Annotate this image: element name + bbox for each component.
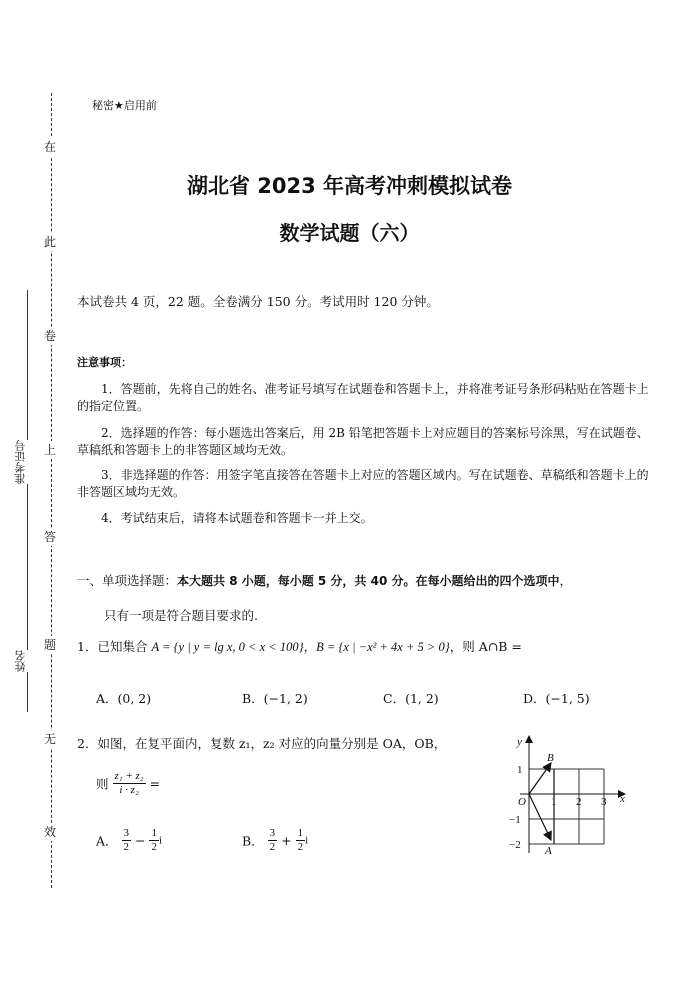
notice-item: 2．选择题的作答：每小题选出答案后，用 2B 铅笔把答题卡上对应题目的答案标号涂黑，写在试题卷、草稿纸和答题卡上的非答题区域均无效。	[77, 426, 649, 457]
q2-opt-a-label: A．	[96, 833, 118, 849]
secret-mark: 秘密★启用前	[92, 99, 157, 112]
num: 3	[123, 827, 130, 839]
complex-plane-figure	[490, 728, 640, 858]
section-heading	[77, 571, 572, 589]
q2-option-b	[242, 827, 308, 854]
q2-opt-a-op: −	[135, 833, 146, 848]
question-2-stem: 2．如图，在复平面内，复数 z₁，z₂ 对应的向量分别是 OA，OB，	[77, 736, 447, 751]
den: 2	[123, 841, 130, 853]
section-punct: ，	[559, 573, 573, 588]
q2-opt-b-frac2	[296, 827, 309, 854]
tick-x: 1	[551, 796, 557, 808]
q2-frac-num: z₁ + z₂	[114, 770, 144, 782]
tick-y: 1	[517, 764, 523, 776]
q2-frac-den: i · z₂	[119, 784, 139, 796]
notice-item: 4．考试结束后，请将本试题卷和答题卡一并上交。	[101, 511, 373, 525]
question-2-expression	[96, 770, 160, 797]
page-title: 湖北省 2023 年高考冲刺模拟试卷	[186, 174, 513, 198]
q1-option-d: D．(−1, 5)	[523, 691, 590, 706]
q1-set-b: B = {x | −x² + 4x + 5 > 0}	[316, 640, 450, 654]
y-axis-label: y	[517, 736, 522, 748]
q2-eq: =	[149, 776, 161, 791]
tick-y: −1	[509, 814, 521, 826]
q1-lead: 1．已知集合	[77, 639, 152, 654]
q1-option-c: C．(1, 2)	[383, 691, 439, 706]
q1-set-a: A = {y | y = lg x, 0 < x < 100}	[151, 640, 304, 654]
notice-item: 1．答题前，先将自己的姓名、准考证号填写在试题卷和答题卡上，并将准考证号条形码粘贴在答题卡上的指定位置。	[77, 382, 649, 413]
q2-opt-b-frac1	[268, 827, 278, 854]
section-title: 一、单项选择题：	[77, 573, 178, 588]
vector-ob	[529, 763, 551, 794]
q2-lead: 则	[96, 776, 109, 792]
margin-char: 无	[44, 732, 57, 746]
q2-opt-b-label: B．	[242, 833, 264, 849]
x-axis-label: x	[620, 793, 625, 805]
exam-id-label: 准考证号	[14, 440, 27, 484]
tick-x: 2	[576, 796, 582, 808]
q2-opt-a-i: i	[158, 834, 163, 847]
q1-option-a: A．(0, 2)	[96, 691, 152, 706]
num: 3	[269, 827, 276, 839]
tick-y: −2	[509, 839, 521, 851]
margin-char: 题	[44, 638, 57, 652]
q1-option-b: B．(−1, 2)	[242, 691, 308, 706]
margin-char: 上	[44, 443, 57, 457]
section-subline: 只有一项是符合题目要求的.	[104, 608, 258, 623]
section-rule-emph: 四个选项中	[499, 574, 560, 588]
q1-tail: ，则 A∩B =	[449, 639, 522, 654]
den: 2	[297, 841, 304, 853]
point-a-label: A	[545, 845, 552, 857]
q2-opt-a-frac1	[122, 827, 132, 854]
tick-x: 3	[601, 796, 607, 808]
den: 2	[269, 841, 276, 853]
q1-sep: ，	[303, 639, 317, 654]
num: 1	[297, 827, 304, 839]
q2-fraction	[113, 770, 146, 797]
exam-intro: 本试卷共 4 页，22 题。全卷满分 150 分。考试用时 120 分钟。	[77, 294, 439, 309]
margin-char: 此	[44, 235, 57, 249]
margin-char: 答	[44, 530, 57, 544]
margin-char: 卷	[44, 329, 57, 343]
binding-solid-line	[27, 290, 28, 712]
q2-opt-b-i: i	[305, 834, 309, 847]
q2-option-a	[96, 827, 162, 854]
grid	[529, 769, 604, 844]
margin-char: 在	[44, 140, 57, 154]
den: 2	[151, 841, 157, 853]
name-label: 姓名	[14, 650, 27, 672]
vector-oa	[529, 794, 551, 840]
binding-dashed-line	[51, 93, 52, 888]
question-1	[77, 637, 522, 655]
notice-item: 3．非选择题的作答：用签字笔直接答在答题卡上对应的答题区域内。写在试题卷、草稿纸和答题卡上的非答题区域均无效。	[77, 468, 649, 499]
num: 1	[151, 827, 157, 839]
origin-label: O	[518, 796, 526, 808]
page-subtitle: 数学试题（六）	[279, 221, 420, 245]
margin-char: 效	[44, 825, 57, 839]
point-b-label: B	[547, 752, 554, 764]
notice-heading: 注意事项：	[77, 356, 132, 369]
section-rule: 本大题共 8 小题，每小题 5 分，共 40 分。在每小题给出的	[177, 574, 500, 588]
q2-opt-a-frac2	[149, 827, 159, 854]
q2-opt-b-op: +	[281, 833, 292, 848]
